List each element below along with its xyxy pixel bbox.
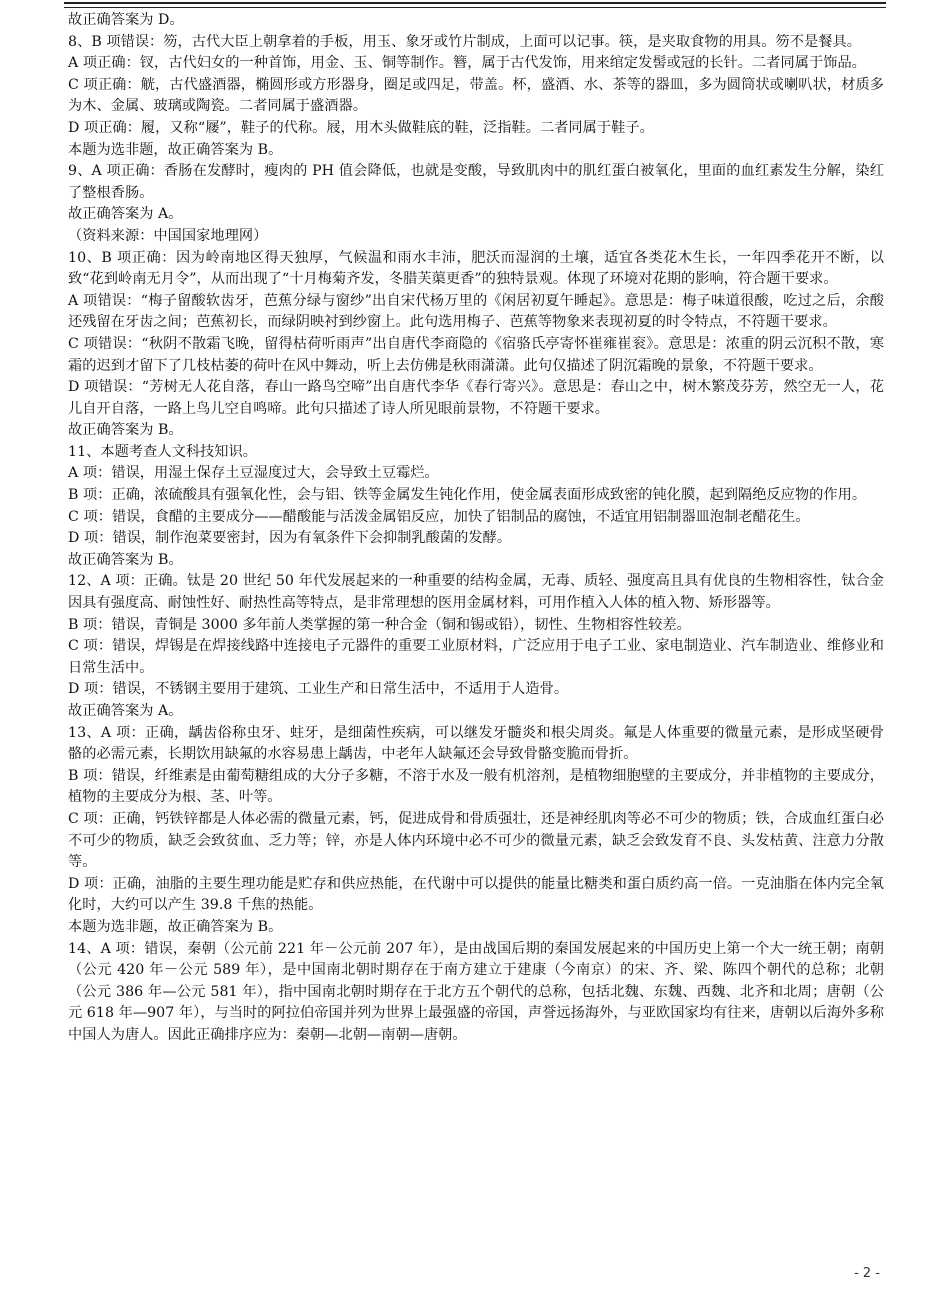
paragraph: 12、A 项：正确。钛是 20 世纪 50 年代发展起来的一种重要的结构金属，无毒、质轻、强度高且具有优良的生物相容性，钛合金因具有强度高、耐蚀性好、耐热性高等特点，是非常理想的医用金属材料，可用作植入人体的植入物、矫形器等。	[68, 573, 884, 612]
paragraph: 本题为选非题，故正确答案为 B。	[68, 918, 283, 935]
paragraph: C 项正确：觥，古代盛酒器，椭圆形或方形器身，圈足或四足，带盖。杯，盛酒、水、茶等的器皿，多为圆筒状或喇叭状，材质多为木、金属、玻璃或陶瓷。二者同属于盛酒器。	[68, 76, 884, 115]
paragraph: 本题为选非题，故正确答案为 B。	[68, 141, 283, 158]
paragraph: 11、本题考查人文科技知识。	[68, 443, 258, 460]
paragraph: （资料来源：中国国家地理网）	[68, 227, 268, 244]
paragraph: 故正确答案为 D。	[68, 12, 184, 28]
paragraph: 13、A 项：正确，龋齿俗称虫牙、蛀牙，是细菌性疾病，可以继发牙髓炎和根尖周炎。氟是人体重要的微量元素，是形成坚硬骨骼的必需元素，长期饮用缺氟的水容易患上龋齿，中老年人缺氟还会导致骨骼变脆而骨折。	[68, 724, 884, 763]
paragraph: 故正确答案为 A。	[68, 206, 183, 223]
paragraph: 故正确答案为 B。	[68, 422, 183, 439]
paragraph: D 项：正确，油脂的主要生理功能是贮存和供应热能，在代谢中可以提供的能量比糖类和蛋白质约高一倍。一克油脂在体内完全氧化时，大约可以产生 39.8 千焦的热能。	[68, 875, 884, 914]
paragraph: C 项：错误，食醋的主要成分——醋酸能与活泼金属铝反应，加快了铝制品的腐蚀，不适宜用铝制器皿泡制老醋花生。	[68, 508, 810, 525]
paragraph: A 项错误：“梅子留酸软齿牙，芭蕉分绿与窗纱”出自宋代杨万里的《闲居初夏午睡起》。意思是：梅子味道很酸，吃过之后，余酸还残留在牙齿之间；芭蕉初长，而绿阴映衬到纱窗上。此句选用梅子、芭蕉等物象来表现初夏的时令特点，不符题干要求。	[68, 292, 884, 331]
answer-explanations	[68, 10, 884, 1047]
paragraph: 故正确答案为 B。	[68, 551, 183, 568]
header-rule-thick	[64, 2, 886, 4]
paragraph: C 项：正确，钙铁锌都是人体必需的微量元素，钙，促进成骨和骨质强壮，还是神经肌肉等必不可少的物质；铁，合成血红蛋白必不可少的物质，缺乏会致贫血、乏力等；锌，亦是人体内环境中必不可少的微量元素，缺乏会致发育不良、头发枯黄、注意力分散等。	[68, 810, 884, 871]
paragraph: 9、A 项正确：香肠在发酵时，瘦肉的 PH 值会降低，也就是变酸，导致肌肉中的肌红蛋白被氧化，里面的血红素发生分解，染红了整根香肠。	[68, 163, 884, 201]
paragraph: C 项：错误，焊锡是在焊接线路中连接电子元器件的重要工业原材料，广泛应用于电子工业、家电制造业、汽车制造业、维修业和日常生活中。	[68, 638, 884, 676]
paragraph: D 项：错误，不锈钢主要用于建筑、工业生产和日常生活中，不适用于人造骨。	[68, 681, 569, 698]
paragraph: D 项错误：“芳树无人花自落，春山一路鸟空啼”出自唐代李华《春行寄兴》。意思是：春山之中，树木繁茂芬芳，然空无一人，花儿自开自落，一路上鸟儿空自鸣啼。此句只描述了诗人所见眼前景物，不符题干要求。	[68, 379, 884, 417]
paragraph: 10、B 项正确：因为岭南地区得天独厚，气候温和雨水丰沛，肥沃而湿润的土壤，适宜各类花木生长，一年四季花开不断，以致“花到岭南无月令”，从而出现了“十月梅菊齐发，冬腊芙蕖更香”的独特景观。体现了环境对花期的影响，符合题干要求。	[68, 249, 884, 288]
paragraph: B 项：错误，青铜是 3000 多年前人类掌握的第一种合金（铜和锡或铅），韧性、生物相容性较差。	[68, 616, 691, 633]
paragraph: A 项：错误，用湿土保存土豆湿度过大，会导致土豆霉烂。	[68, 465, 439, 482]
page-number: - 2 -	[854, 1266, 880, 1281]
paragraph: B 项：正确，浓硫酸具有强氧化性，会与铝、铁等金属发生钝化作用，使金属表面形成致密的钝化膜，起到隔绝反应物的作用。	[68, 487, 867, 504]
paragraph: 故正确答案为 A。	[68, 703, 183, 719]
paragraph: D 项：错误，制作泡菜要密封，因为有氧条件下会抑制乳酸菌的发酵。	[68, 530, 512, 547]
paragraph: 8、B 项错误：笏，古代大臣上朝拿着的手板，用玉、象牙或竹片制成，上面可以记事。筷，是夹取食物的用具。笏不是餐具。	[68, 33, 861, 50]
paragraph: 14、A 项：错误，秦朝（公元前 221 年－公元前 207 年），是由战国后期的秦国发展起来的中国历史上第一个大一统王朝；南朝（公元 420 年－公元 589 年），是中国南北朝时期存在于南方建立于建康（今南京）的宋、齐、梁、陈四个朝代的总称；北朝（公元 386 年—公元 581 年），指中国南北朝时期存在于北方五个朝代的总称，包括北魏、东魏、西魏、北齐和北周；唐朝（公元 618 年—907 年），与当时的阿拉伯帝国并列为世界上最强盛的帝国，声誉远扬海外，与亚欧国家均有往来，唐朝以后海外多称中国人为唐人。因此正确排序应为：秦朝—北朝—南朝—唐朝。	[68, 940, 884, 1043]
paragraph: A 项正确：钗，古代妇女的一种首饰，用金、玉、铜等制作。簪，属于古代发饰，用来绾定发髻或冠的长针。二者同属于饰品。	[68, 55, 866, 72]
paragraph: C 项错误：“秋阴不散霜飞晚，留得枯荷听雨声”出自唐代李商隐的《宿骆氏亭寄怀崔雍崔衮》。意思是：浓重的阴云沉积不散，寒霜的迟到才留下了几枝枯萎的荷叶在风中舞动，听上去仿佛是秋雨潇潇。此句仅描述了阴沉霜晚的景象，不符题干要求。	[68, 335, 884, 374]
paragraph: B 项：错误，纤维素是由葡萄糖组成的大分子多糖，不溶于水及一般有机溶剂，是植物细胞壁的主要成分，并非植物的主要成分，植物的主要成分为根、茎、叶等。	[68, 767, 884, 806]
header-rule-thin	[64, 7, 886, 8]
paragraph: D 项正确：履，又称“屦”，鞋子的代称。屐，用木头做鞋底的鞋，泛指鞋。二者同属于鞋子。	[68, 119, 654, 136]
